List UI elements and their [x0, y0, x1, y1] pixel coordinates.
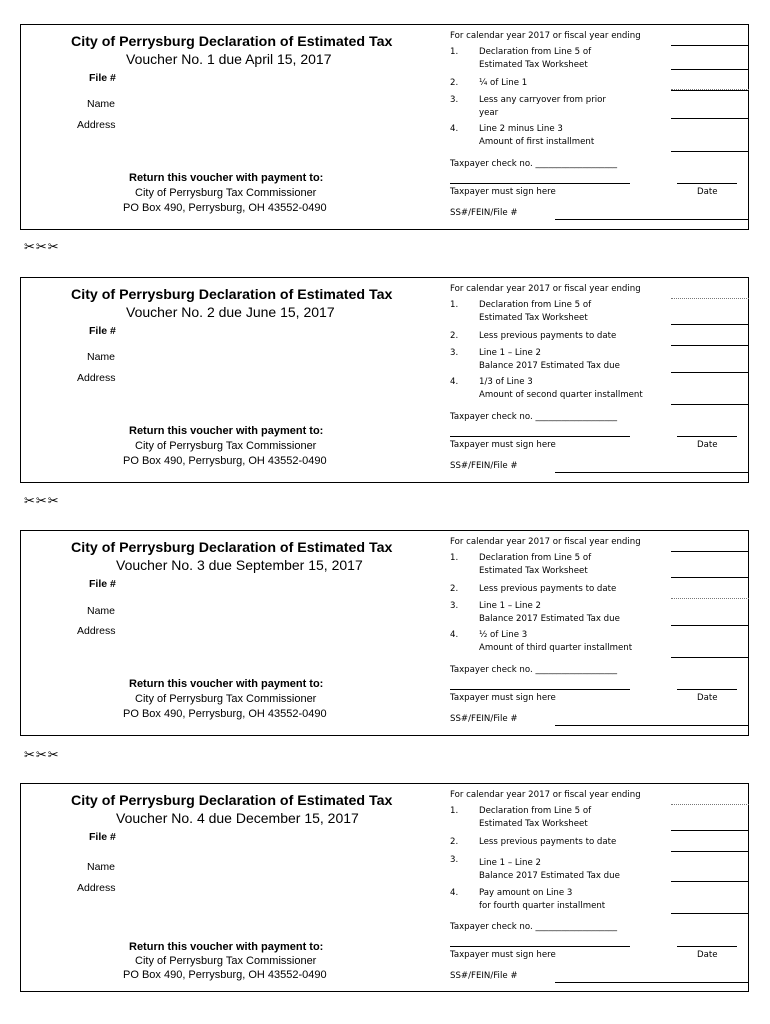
item-text: Amount of second quarter installment [479, 390, 643, 400]
date-field[interactable] [677, 689, 737, 690]
item-text: Estimated Tax Worksheet [479, 819, 588, 829]
return-heading: Return this voucher with payment to: [129, 172, 324, 184]
voucher-4 [20, 783, 749, 992]
item-text: ½ of Line 3 [479, 630, 528, 640]
item-number: 2. [450, 78, 459, 88]
item-text: Declaration from Line 5 of [479, 806, 592, 816]
file-label: File # [89, 578, 116, 590]
voucher-title: City of Perrysburg Declaration of Estimated Tax [71, 287, 393, 303]
item-text: Line 2 minus Line 3 [479, 124, 563, 134]
ssn-field[interactable] [555, 982, 749, 983]
item-number: 1. [450, 300, 459, 310]
signature-field[interactable] [450, 183, 630, 184]
voucher-title: City of Perrysburg Declaration of Estimated Tax [71, 34, 393, 50]
fiscal-year-field[interactable] [671, 45, 749, 46]
date-label: Date [697, 693, 718, 703]
signature-field[interactable] [450, 436, 630, 437]
item-number: 1. [450, 553, 459, 563]
item-text: Balance 2017 Estimated Tax due [479, 614, 620, 624]
return-address-line: PO Box 490, Perrysburg, OH 43552-0490 [123, 455, 327, 467]
item-number: 3. [450, 855, 459, 865]
voucher-subtitle: Voucher No. 3 due September 15, 2017 [116, 557, 363, 573]
file-label: File # [89, 831, 116, 843]
voucher-subtitle: Voucher No. 4 due December 15, 2017 [116, 810, 359, 826]
item-text: Line 1 – Line 2 [479, 858, 541, 868]
item-text: Pay amount on Line 3 [479, 888, 573, 898]
item-text: 1/3 of Line 3 [479, 377, 533, 387]
date-label: Date [697, 950, 718, 960]
return-address-line: City of Perrysburg Tax Commissioner [135, 693, 317, 705]
line-4-amount-field[interactable] [671, 151, 749, 152]
scissors-cut-line: ✂✂✂ [24, 494, 60, 509]
return-address-line: PO Box 490, Perrysburg, OH 43552-0490 [123, 202, 327, 214]
item-text: Less previous payments to date [479, 331, 617, 341]
item-text: Declaration from Line 5 of [479, 553, 592, 563]
voucher-title: City of Perrysburg Declaration of Estimated Tax [71, 540, 393, 556]
ssn-label: SS#/FEIN/File # [450, 971, 518, 981]
item-number: 4. [450, 124, 459, 134]
taxpayer-check-number-field[interactable]: Taxpayer check no. ___________________ [450, 922, 618, 932]
voucher-subtitle: Voucher No. 1 due April 15, 2017 [126, 51, 332, 67]
name-label: Name [87, 605, 116, 617]
line-3-amount-field[interactable] [671, 118, 749, 119]
line-1-amount-field[interactable] [671, 830, 749, 831]
item-text: Amount of first installment [479, 137, 595, 147]
calendar-year-label: For calendar year 2017 or fiscal year ending [450, 537, 641, 547]
return-address-line: PO Box 490, Perrysburg, OH 43552-0490 [123, 708, 327, 720]
ssn-field[interactable] [555, 472, 749, 473]
line-1-amount-field[interactable] [671, 324, 749, 325]
signature-field[interactable] [450, 689, 630, 690]
voucher-2 [20, 277, 749, 483]
name-label: Name [87, 98, 116, 110]
return-address-line: City of Perrysburg Tax Commissioner [135, 440, 317, 452]
scissors-cut-line: ✂✂✂ [24, 748, 60, 763]
item-text: Declaration from Line 5 of [479, 300, 592, 310]
sign-label: Taxpayer must sign here [450, 440, 556, 450]
item-text: Less previous payments to date [479, 837, 617, 847]
return-heading: Return this voucher with payment to: [129, 678, 324, 690]
item-number: 3. [450, 348, 459, 358]
name-label: Name [87, 351, 116, 363]
address-label: Address [77, 625, 116, 637]
line-2-amount-field[interactable] [671, 851, 749, 852]
line-1-amount-field[interactable] [671, 69, 749, 70]
item-text: Balance 2017 Estimated Tax due [479, 361, 620, 371]
sign-label: Taxpayer must sign here [450, 187, 556, 197]
item-number: 4. [450, 377, 459, 387]
return-heading: Return this voucher with payment to: [129, 941, 324, 953]
line-4-amount-field[interactable] [671, 404, 749, 405]
line-4-amount-field[interactable] [671, 913, 749, 914]
date-label: Date [697, 187, 718, 197]
fiscal-year-field[interactable] [671, 298, 749, 299]
voucher-title: City of Perrysburg Declaration of Estimated Tax [71, 793, 393, 809]
taxpayer-check-number-field[interactable]: Taxpayer check no. ___________________ [450, 412, 618, 422]
ssn-label: SS#/FEIN/File # [450, 461, 518, 471]
item-number: 1. [450, 47, 459, 57]
calendar-year-label: For calendar year 2017 or fiscal year ending [450, 790, 641, 800]
file-label: File # [89, 72, 116, 84]
item-text: Line 1 – Line 2 [479, 348, 541, 358]
signature-field[interactable] [450, 946, 630, 947]
line-2-amount-field[interactable] [671, 345, 749, 346]
item-number: 3. [450, 95, 459, 105]
item-text: Less previous payments to date [479, 584, 617, 594]
sign-label: Taxpayer must sign here [450, 693, 556, 703]
taxpayer-check-number-field[interactable]: Taxpayer check no. ___________________ [450, 665, 618, 675]
ssn-field[interactable] [555, 725, 749, 726]
item-text: Estimated Tax Worksheet [479, 313, 588, 323]
date-field[interactable] [677, 436, 737, 437]
calendar-year-label: For calendar year 2017 or fiscal year ending [450, 284, 641, 294]
item-text: Less any carryover from prior [479, 95, 606, 105]
name-label: Name [87, 861, 116, 873]
address-label: Address [77, 119, 116, 131]
ssn-field[interactable] [555, 219, 749, 220]
line-2-amount-field[interactable] [671, 90, 749, 91]
item-number: 1. [450, 806, 459, 816]
item-text: Line 1 – Line 2 [479, 601, 541, 611]
return-address-line: City of Perrysburg Tax Commissioner [135, 955, 317, 967]
item-text: Declaration from Line 5 of [479, 47, 592, 57]
calendar-year-label: For calendar year 2017 or fiscal year ending [450, 31, 641, 41]
line-1-amount-field[interactable] [671, 577, 749, 578]
line-3-amount-field[interactable] [671, 625, 749, 626]
line-2-amount-field[interactable] [671, 598, 749, 599]
item-number: 4. [450, 630, 459, 640]
address-label: Address [77, 372, 116, 384]
item-text: year [479, 108, 499, 118]
voucher-3 [20, 530, 749, 736]
voucher-subtitle: Voucher No. 2 due June 15, 2017 [126, 304, 335, 320]
item-text: Amount of third quarter installment [479, 643, 633, 653]
item-number: 2. [450, 331, 459, 341]
ssn-label: SS#/FEIN/File # [450, 208, 518, 218]
date-field[interactable] [677, 946, 737, 947]
fiscal-year-field[interactable] [671, 804, 749, 805]
fiscal-year-field[interactable] [671, 551, 749, 552]
taxpayer-check-number-field[interactable]: Taxpayer check no. ___________________ [450, 159, 618, 169]
address-label: Address [77, 882, 116, 894]
file-label: File # [89, 325, 116, 337]
item-number: 2. [450, 584, 459, 594]
line-4-amount-field[interactable] [671, 657, 749, 658]
return-address-line: City of Perrysburg Tax Commissioner [135, 187, 317, 199]
sign-label: Taxpayer must sign here [450, 950, 556, 960]
item-number: 3. [450, 601, 459, 611]
item-number: 4. [450, 888, 459, 898]
line-3-amount-field[interactable] [671, 881, 749, 882]
item-text: for fourth quarter installment [479, 901, 606, 911]
line-3-amount-field[interactable] [671, 372, 749, 373]
item-number: 2. [450, 837, 459, 847]
item-text: Estimated Tax Worksheet [479, 60, 588, 70]
scissors-cut-line: ✂✂✂ [24, 240, 60, 255]
item-text: Estimated Tax Worksheet [479, 566, 588, 576]
item-text: ¼ of Line 1 [479, 78, 528, 88]
date-label: Date [697, 440, 718, 450]
item-text: Balance 2017 Estimated Tax due [479, 871, 620, 881]
voucher-1 [20, 24, 749, 230]
ssn-label: SS#/FEIN/File # [450, 714, 518, 724]
date-field[interactable] [677, 183, 737, 184]
return-address-line: PO Box 490, Perrysburg, OH 43552-0490 [123, 969, 327, 981]
return-heading: Return this voucher with payment to: [129, 425, 324, 437]
